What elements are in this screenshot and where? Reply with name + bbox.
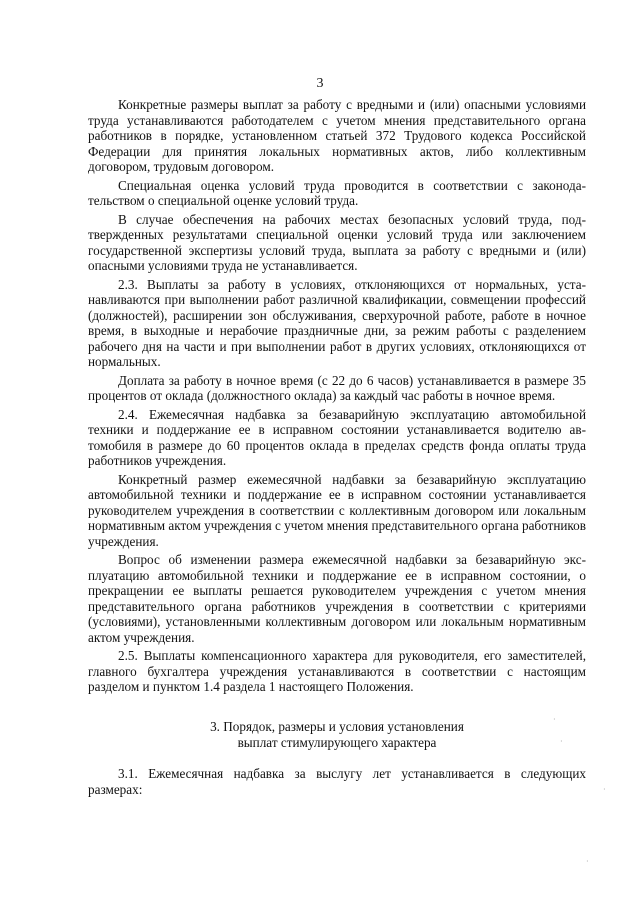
section-body (88, 766, 586, 797)
section-heading-line: 3. Порядок, размеры и условия установления (210, 719, 464, 734)
section-heading-line: выплат стимулирующего характера (237, 735, 437, 750)
scan-speck: · (560, 737, 563, 746)
scan-speck: · (586, 857, 589, 866)
scan-speck: · (553, 715, 556, 724)
page-number: 3 (316, 76, 324, 91)
paragraph: Доплата за работу в ночное время (с 22 до 6 часов) устанавливается в размере 35 процентов от оклада (должностного оклада) за каждый час работы в ночное время. (88, 372, 586, 403)
paragraph: Вопрос об изменении размера ежемесячной надбавки за безаварийную эксплуатацию автомобильной техники и поддержание ее в исправном состоянии, о прекращении ее выплаты решается руководителем учреждения с учетом мнения представительного органа работников учреждения в соответствии с критериями (условиями), установленными коллективным договором или локальным нормативным актом учреждения. (88, 552, 586, 645)
document-body (88, 97, 586, 698)
paragraph: Специальная оценка условий труда проводится в соответствии с законодательством о специальной оценке условий труда. (88, 177, 586, 208)
paragraph: Конкретный размер ежемесячной надбавки за безаварийную эксплуатацию автомобильной техники и поддержание ее в исправном состоянии устанавливается руководителем учреждения в соответствии с коллективным договором или локальным нормативным актом учреждения с учетом мнения представительного органа работников учреждения. (88, 471, 586, 549)
scan-speck: · (603, 785, 606, 794)
paragraph: 2.4. Ежемесячная надбавка за безаварийную эксплуатацию автомобильной техники и поддержание ее в исправном состоянии устанавливается водителю автомобиля в размере до 60 процентов оклада в пределах средств фонда оплаты труда работников учреждения. (88, 406, 586, 468)
paragraph: 2.3. Выплаты за работу в условиях, отклоняющихся от нормальных, устанавливаются при выполнении работ различной квалификации, совмещении профессий (должностей), расширении зон обслуживания, сверхурочной работе, работе в ночное время, в выходные и нерабочие праздничные дни, за режим работы с разделением рабочего дня на части и при выполнении работ в других условиях, отклоняющихся от нормальных. (88, 276, 586, 369)
paragraph: 3.1. Ежемесячная надбавка за выслугу лет устанавливается в следующих размерах: (88, 766, 586, 797)
paragraph: В случае обеспечения на рабочих местах безопасных условий труда, подтвержденных результатами специальной оценки условий труда или заключением государственной экспертизы условий труда, выплата за работу с вредными и (или) опасными условиями труда не устанавливается. (88, 211, 586, 273)
paragraph: 2.5. Выплаты компенсационного характера для руководителя, его заместителей, главного бухгалтера учреждения устанавливаются в соответствии с настоящим разделом и пунктом 1.4 раздела 1 настоящего Положения. (88, 648, 586, 694)
paragraph: Конкретные размеры выплат за работу с вредными и (или) опасными условиями труда устанавливаются работодателем с учетом мнения представительного органа работников в порядке, установленном статьей 372 Трудового кодекса Российской Федерации для принятия локальных нормативных актов, либо коллективным договором, трудовым договором. (88, 97, 586, 174)
section-heading (88, 719, 586, 751)
